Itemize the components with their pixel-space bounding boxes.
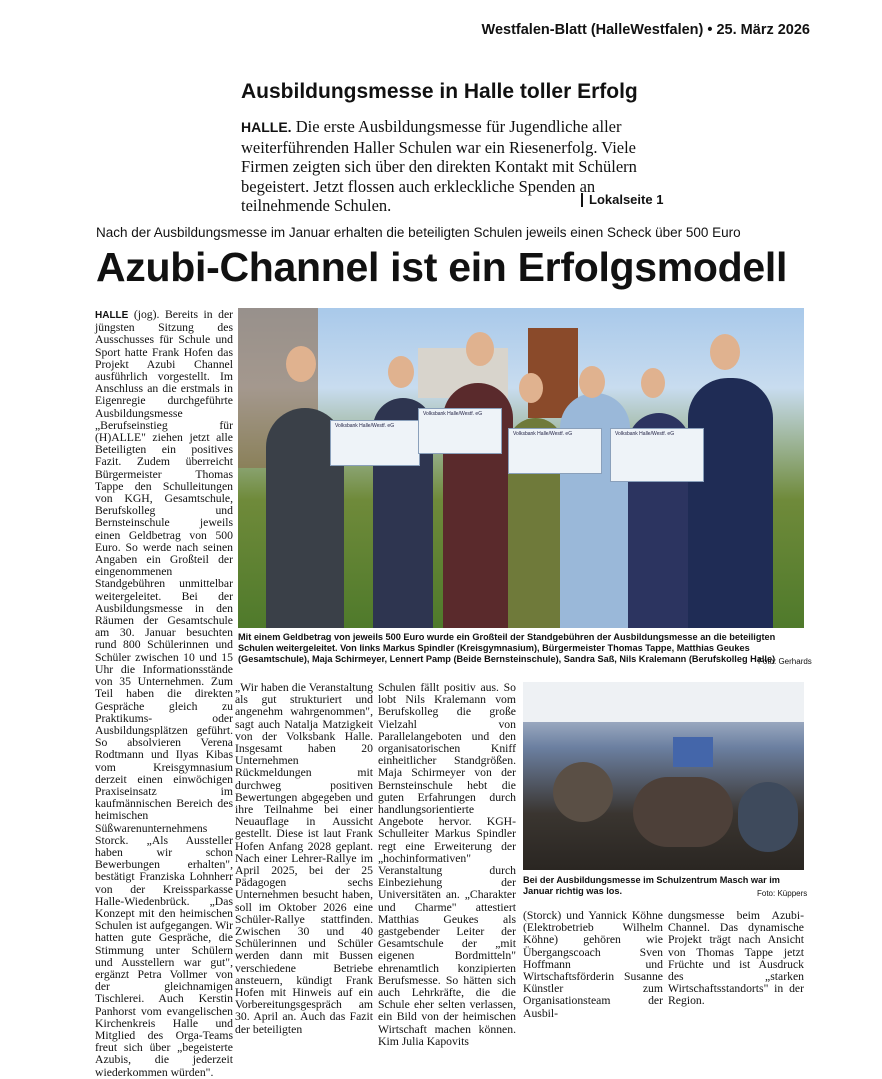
ceiling: [523, 682, 804, 722]
article-column-1: [95, 308, 234, 1079]
photo-credit: Foto: Gerhards: [758, 657, 812, 666]
lead-place: HALLE: [95, 310, 129, 321]
teaser-title: Ausbildungsmesse in Halle toller Erfolg: [241, 80, 638, 103]
fair-photo: [523, 682, 804, 870]
column-1-text: Bereits in der jüngsten Sitzung des Ausschusses für Schule und Sport hatte Frank Hofen das Projekt Azubi Channel ausführlich vorgestellt. Im Anschluss an die erstmals in Eigenregie durchgeführte Ausbildungsmesse „Berufseinstieg für (H)ALLE" ziehen jetzt alle Beteiligten ein positives Fazit. Zudem überreicht Bürgermeister Thomas Tappe den Schulleitungen von KGH, Gesamtschule, Berufskolleg und Bernsteinschule jeweils einen Geldbetrag von 500 Euro. So werde nach seinen Angaben ein Großteil der eingenommenen Standgebühren unmittelbar weitergeleitet. Bei der Ausbildungsmesse in den Räumen der Gesamtschule am 30. Januar besuchten rund 800 Schülerinnen und Schüler zwischen 10 und 15 Uhr die Informationsstände von 35 Unternehmen. Zum Teil haben die direkten Gespräche gleich zu Praktikums- oder Ausbildungsplätzen geführt. So absolvieren Verena Rodtmann und Ilyas Kibas vom Kreisgymnasium derzeit einen einwöchigen Praxiseinsatz im kaufmännischen Bereich des heimischen Süßwarenunternehmens Storck. „Als Aussteller haben wir schon Bewerbungen erhalten", bestätigt Franziska Lohnherr von der Kreissparkasse Halle-Wiedenbrück. „Das Konzept mit den heimischen Schulen ist aufgegangen. Wir hatten gute Gespräche, die Stimmung unter Schülern und Ausstellern war gut", ergänzt Petra Vollmer von der gleichnamigen Tischlerei. Auch Kerstin Panhorst vom evangelischen Kirchenkreis Halle und Mitglied des Orga-Teams freut sich über „begeisterte Azubis, die jederzeit wiederkommen würden".: [95, 308, 234, 1079]
teaser-text: Die erste Ausbildungsmesse für Jugendliche aller weiterführenden Haller Schulen war ein Riesenerfolg. Viele Firmen zeigten sich über den direkten Kontakt mit Schülern begeistert. Jetzt flossen auch erkleckliche Spenden an teilnehmende Schulen.: [241, 117, 637, 215]
headline: Azubi-Channel ist ein Erfolgsmodell: [96, 244, 788, 290]
head: [466, 332, 494, 366]
group-photo: [238, 308, 804, 628]
photo-caption: Mit einem Geldbetrag von jeweils 500 Euro wurde ein Großteil der Standgebühren der Ausbildungsmesse an die beteiligten Schulen weitergeleitet. Von links Markus Spindler (Kreisgymnasium), Bürgermeister Thomas Tappe, Matthias Geukes (Gesamtschule), Maja Schirmeyer, Lennert Pamp (Beide Bernsteinschule), Sandra Saß, Nils Kralemann (Berufskolleg Halle): [238, 632, 776, 665]
banner: [673, 737, 713, 767]
fair-credit: Foto: Küppers: [757, 889, 808, 898]
head: [710, 334, 740, 370]
crowd: [553, 762, 613, 822]
article-column-5: dungsmesse beim Azubi-Channel. Das dynamische Projekt trägt nach Ansicht von Thomas Tappe jetzt Früchte und ist Ausdruck des „starken Wirtschaftsstandorts" in der Region.: [668, 909, 804, 1008]
cheque: Volksbank Halle/Westf. eG: [610, 428, 704, 482]
head: [579, 366, 605, 398]
person: [688, 378, 773, 628]
head: [286, 346, 316, 382]
teaser-place: HALLE.: [241, 119, 292, 135]
article-column-3: Schulen fällt positiv aus. So lobt Nils Kralemann vom Berufskolleg die große Vielzahl von Parallelangeboten und den organisatorischen Kniff einheitlicher Standgrößen. Maja Schirmeyer von der Bernsteinschule hebt die guten Erfahrungen durch handlungsorientierte Angebote hervor. KGH-Schulleiter Markus Spindler regt eine Erweiterung der „hochinformativen" Veranstaltung durch Einbeziehung der Universitäten an. „Charakter und Charme" attestiert Matthias Geukes als gastgebender Leiter der Gesamtschule der „mit eigenen Bordmitteln" ehrenamtlich konzipierten Berufsmesse. So hätten sich auch Lehrkräfte, die die Schule eher selten verlassen, ein Bild von der heimischen Wirtschaft machen können. Kim Julia Kapovits: [378, 681, 516, 1048]
head: [388, 356, 414, 388]
fair-caption: Bei der Ausbildungsmesse im Schulzentrum Masch war im Januar richtig was los.: [523, 875, 780, 897]
cheque: Volksbank Halle/Westf. eG: [508, 428, 602, 474]
crowd: [738, 782, 798, 852]
lead-author: (jog).: [133, 308, 160, 321]
article-column-4: (Storck) und Yannick Köhne (Elektrobetrieb Wilhelm Köhne) gehören wie Übergangscoach Sven Hoffmann und Wirtschaftsförderin Susanne Künstler zum Organisationsteam der Ausbil-: [523, 909, 663, 1020]
crowd: [633, 777, 733, 847]
cheque: Volksbank Halle/Westf. eG: [418, 408, 502, 454]
head: [641, 368, 665, 398]
source-line: Westfalen-Blatt (HalleWestfalen) • 25. März 2026: [481, 22, 810, 38]
kicker: Nach der Ausbildungsmesse im Januar erhalten die beteiligten Schulen jeweils einen Scheck über 500 Euro: [96, 225, 741, 240]
teaser-reference: Lokalseite 1: [581, 193, 663, 207]
article-column-2: „Wir haben die Veranstaltung als gut strukturiert und angenehm wahrgenommen", sagt auch Natalja Matzigkeit von der Volksbank Halle. Insgesamt haben 20 Unternehmen Rückmeldungen mit durchweg positiven Bewertungen abgegeben und ihre Teilnahme bei einer Neuauflage in Aussicht gestellt. Diese ist laut Frank Hofen Anfang 2028 geplant. Nach einer Lehrer-Rallye im April 2025, bei der 25 Pädagogen sechs Unternehmen besucht haben, soll im Oktober 2026 eine Schüler-Rallye stattfinden. Zwischen 30 und 40 Schülerinnen und Schüler werden dann mit Bussen verschiedene Betriebe ansteuern, kündigt Frank Hofen mit Hinweis auf ein Vorbereitungsgespräch am 30. April an. Auch das Fazit der beteiligten: [235, 681, 373, 1036]
head: [519, 373, 543, 403]
cheque: Volksbank Halle/Westf. eG: [330, 420, 420, 466]
